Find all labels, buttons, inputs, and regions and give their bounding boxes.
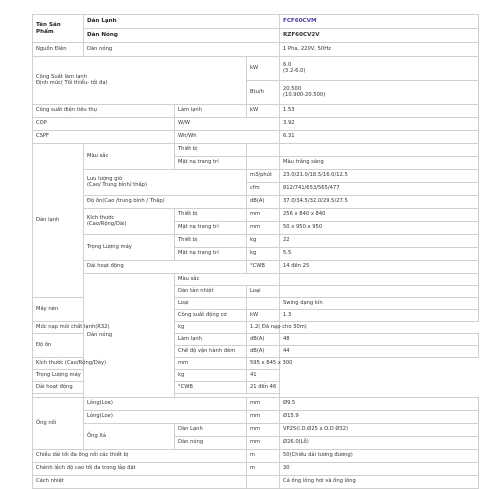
outdoor-color-row [33, 274, 479, 286]
indoor-airflow-row-1 [33, 170, 479, 183]
indoor-airflow-value1: 23.0/21.0/18.5/16.0/12.5 [280, 170, 479, 183]
capacity-label-line2: Định mức( Tối thiểu- tối đa) [36, 79, 108, 86]
outdoor-exchanger-type-label: Loại [247, 286, 280, 298]
capacity-kw-value: 6.0 [283, 61, 292, 68]
product-label-line1: Tên Sản [36, 22, 61, 29]
pipes-drain-indoor-row [33, 424, 479, 437]
max-length-row [33, 450, 479, 463]
indoor-range-value: 14 đến 25 [280, 261, 479, 274]
outdoor-range-label: Dải hoạt động [33, 382, 175, 394]
indoor-airflow-unit2: cfm [247, 183, 280, 196]
pipes-gas-unit: mm [247, 411, 280, 424]
spec-table [32, 14, 479, 489]
insulation-label: Cách nhiệt [33, 476, 247, 489]
capacity-kw-cell [280, 57, 479, 81]
max-height-label: Chênh lệch độ cao tối đa trong lắp đặt [33, 463, 247, 476]
max-length-value: 50(Chiều dài tương đương) [280, 450, 479, 463]
pipes-drain-outdoor-value: Ø26.0(Lỗ) [280, 437, 479, 450]
indoor-size-device-row [33, 209, 479, 222]
pipes-gas-row [33, 411, 479, 424]
outdoor-compressor-power-label: Công suất động cơ [175, 310, 247, 322]
indoor-size-label-line2: (Cao/Rộng/Dài) [87, 220, 127, 227]
indoor-color-device-value [280, 144, 479, 157]
outdoor-exchanger-unit [280, 286, 479, 298]
pipes-drain-indoor-value: VP25(I.D.Ø25 x O.D Ø32) [280, 424, 479, 437]
pipes-drain-outdoor-unit: mm [247, 437, 280, 450]
outdoor-noise-night-unit: dB(A) [247, 346, 280, 358]
indoor-noise-label: Độ ồn(Cao /trung bình / Thấp) [84, 196, 247, 209]
capacity-btu-cell [280, 81, 479, 105]
consumption-row [33, 105, 479, 118]
insulation-unit [247, 476, 280, 489]
outdoor-weight-unit: kg [175, 370, 247, 382]
outdoor-compressor-type-label: Loại [175, 298, 247, 310]
indoor-color-device-label: Thiết bị [175, 144, 247, 157]
outdoor-weight-row [33, 370, 479, 382]
indoor-noise-unit: dB(A) [247, 196, 280, 209]
outdoor-noise-cool-label: Làm lạnh [175, 334, 247, 346]
outdoor-compressor-label: Máy nén [33, 298, 84, 322]
indoor-weight-panel-label: Mặt nạ trang trí [175, 248, 247, 261]
indoor-range-unit: °CWB [247, 261, 280, 274]
cspf-value: 6.31 [280, 131, 479, 144]
outdoor-noise-cool-unit: dB(A) [247, 334, 280, 346]
pipes-liquid-label: Lỏng(Loe) [84, 398, 247, 411]
power-unit-label: Dàn nóng [84, 43, 280, 57]
outdoor-compressor-power-unit: kW [247, 310, 280, 322]
indoor-noise-row [33, 196, 479, 209]
outdoor-model: RZF60CV2V [280, 29, 479, 43]
pipes-liquid-value: Ø9.5 [280, 398, 479, 411]
max-length-label: Chiều dài tối đa ống nối các thiết bị [33, 450, 247, 463]
capacity-btu-value: 20.500 [283, 85, 302, 92]
indoor-label: Dàn Lạnh [84, 15, 280, 29]
indoor-color-device-unit [247, 144, 280, 157]
pipes-liquid-unit: mm [247, 398, 280, 411]
max-height-unit: m [247, 463, 280, 476]
cop-row [33, 118, 479, 131]
capacity-kw-row [33, 57, 479, 81]
pipes-gas-value: Ø15.9 [280, 411, 479, 424]
indoor-weight-panel-value: 5.5 [280, 248, 479, 261]
indoor-model: FCF60CVM [280, 15, 479, 29]
outdoor-noise-night-value: 44 [280, 346, 479, 358]
power-row [33, 43, 479, 57]
product-label-cell [33, 15, 84, 43]
capacity-kw-range: (3.2-6.0) [283, 67, 306, 74]
indoor-size-panel-unit: mm [247, 222, 280, 235]
indoor-size-label-line1: Kích thước [87, 214, 115, 221]
max-height-value: 30 [280, 463, 479, 476]
consumption-value: 1.53 [280, 105, 479, 118]
indoor-size-label [84, 209, 175, 235]
outdoor-exchanger-label: Dàn tản nhiệt [175, 286, 247, 298]
outdoor-noise-label: Độ ồn [33, 334, 84, 358]
indoor-noise-value: 37.0/34.5/32.0/29.5/27.5 [280, 196, 479, 209]
cop-label: COP [33, 118, 175, 131]
indoor-airflow-value2: 812/741/653/565/477 [280, 183, 479, 196]
indoor-size-device-label: Thiết bị [175, 209, 247, 222]
header-row-indoor [33, 15, 479, 29]
pipes-drain-indoor-unit: mm [247, 424, 280, 437]
outdoor-compressor-power-value: 1.3 [280, 310, 479, 322]
indoor-range-label: Dải hoạt động [84, 261, 247, 274]
pipes-group-label: Ống nối [33, 398, 84, 450]
outdoor-size-unit: mm [175, 358, 247, 370]
outdoor-size-label: Kích thước (Cao/Rộng/Dày) [33, 358, 175, 370]
cspf-unit: Wh/Wh [175, 131, 280, 144]
outdoor-noise-night-label: Chế độ vận hành đêm [175, 346, 247, 358]
indoor-weight-device-row [33, 235, 479, 248]
outdoor-color-unit [280, 274, 479, 286]
pipes-liquid-row [33, 398, 479, 411]
indoor-weight-panel-unit: kg [247, 248, 280, 261]
indoor-weight-device-value: 22 [280, 235, 479, 248]
outdoor-range-unit: °CWB [175, 382, 247, 394]
pipes-drain-outdoor-label: Dàn nóng [175, 437, 247, 450]
capacity-label [33, 57, 247, 105]
outdoor-refrigerant-label: Mức nạp môi chất lạnh(R32) [33, 322, 175, 334]
cop-value: 3.92 [280, 118, 479, 131]
max-height-row [33, 463, 479, 476]
outdoor-compressor-value: Swing dạng kín [280, 298, 479, 310]
capacity-label-line1: Công Suất làm lạnh [36, 73, 87, 80]
outdoor-refrigerant-value: 1.2( Đã nạp cho 30m) [247, 322, 280, 334]
pipes-gas-label: Lỏng(Loe) [84, 411, 247, 424]
indoor-size-panel-value: 50 x 950 x 950 [280, 222, 479, 235]
outdoor-label: Dàn Nóng [84, 29, 280, 43]
indoor-airflow-unit1: m3/phút [247, 170, 280, 183]
product-label-line2: Phẩm [36, 28, 54, 35]
indoor-color-panel-value: Màu trắng sáng [280, 157, 479, 170]
indoor-range-row [33, 261, 479, 274]
indoor-airflow-label-line1: Lưu lượng gió [87, 175, 123, 182]
max-length-unit: m [247, 450, 280, 463]
indoor-group-label: Dàn lạnh [33, 144, 84, 298]
indoor-size-device-value: 256 x 840 x 840 [280, 209, 479, 222]
cspf-label: CSPF [33, 131, 175, 144]
outdoor-range-row [33, 382, 479, 394]
outdoor-size-row [33, 358, 479, 370]
outdoor-compressor-unit [247, 298, 280, 310]
insulation-row [33, 476, 479, 489]
outdoor-weight-value: 41 [247, 370, 280, 382]
consumption-label: Công suất điện tiêu thụ [33, 105, 175, 118]
indoor-color-label: Màu sắc [84, 144, 175, 170]
indoor-size-device-unit: mm [247, 209, 280, 222]
outdoor-noise-cool-value: 48 [280, 334, 479, 346]
spec-sheet [32, 14, 478, 485]
pipes-drain-indoor-label: Dàn Lạnh [175, 424, 247, 437]
indoor-weight-device-label: Thiết bị [175, 235, 247, 248]
cspf-row [33, 131, 479, 144]
power-label: Nguồn Điện [33, 43, 84, 57]
outdoor-range-value: 21 đến 46 [247, 382, 280, 394]
capacity-btu-unit: Btu/h [247, 81, 280, 105]
power-value: 1 Pha, 220V, 50Hz [280, 43, 479, 57]
pipes-drain-label: Ống Xả [84, 424, 175, 450]
outdoor-group-label: Dàn nóng [84, 274, 175, 398]
outdoor-weight-label: Trọng Lượng máy [33, 370, 175, 382]
capacity-btu-range: (10.900-20.500) [283, 91, 326, 98]
capacity-kw-unit: kW [247, 57, 280, 81]
indoor-airflow-label [84, 170, 247, 196]
indoor-color-panel-unit [247, 157, 280, 170]
indoor-weight-device-unit: kg [247, 235, 280, 248]
indoor-color-device-row [33, 144, 479, 157]
outdoor-color-label: Màu sắc [175, 274, 280, 286]
indoor-weight-label: Trọng Lượng máy [84, 235, 175, 261]
indoor-color-panel-label: Mặt nạ trang trí [175, 157, 247, 170]
consumption-unit: kW [247, 105, 280, 118]
cop-unit: W/W [175, 118, 280, 131]
outdoor-size-value: 595 x 845 x 300 [247, 358, 280, 370]
outdoor-refrigerant-unit: kg [175, 322, 247, 334]
header-row-outdoor [33, 29, 479, 43]
consumption-sub: Làm lạnh [175, 105, 247, 118]
indoor-airflow-label-line2: (Cao/ Trung bình/ thấp) [87, 181, 147, 188]
insulation-value: Cả ống lỏng hơi và ống lỏng [280, 476, 479, 489]
indoor-size-panel-label: Mặt nạ trang trí [175, 222, 247, 235]
